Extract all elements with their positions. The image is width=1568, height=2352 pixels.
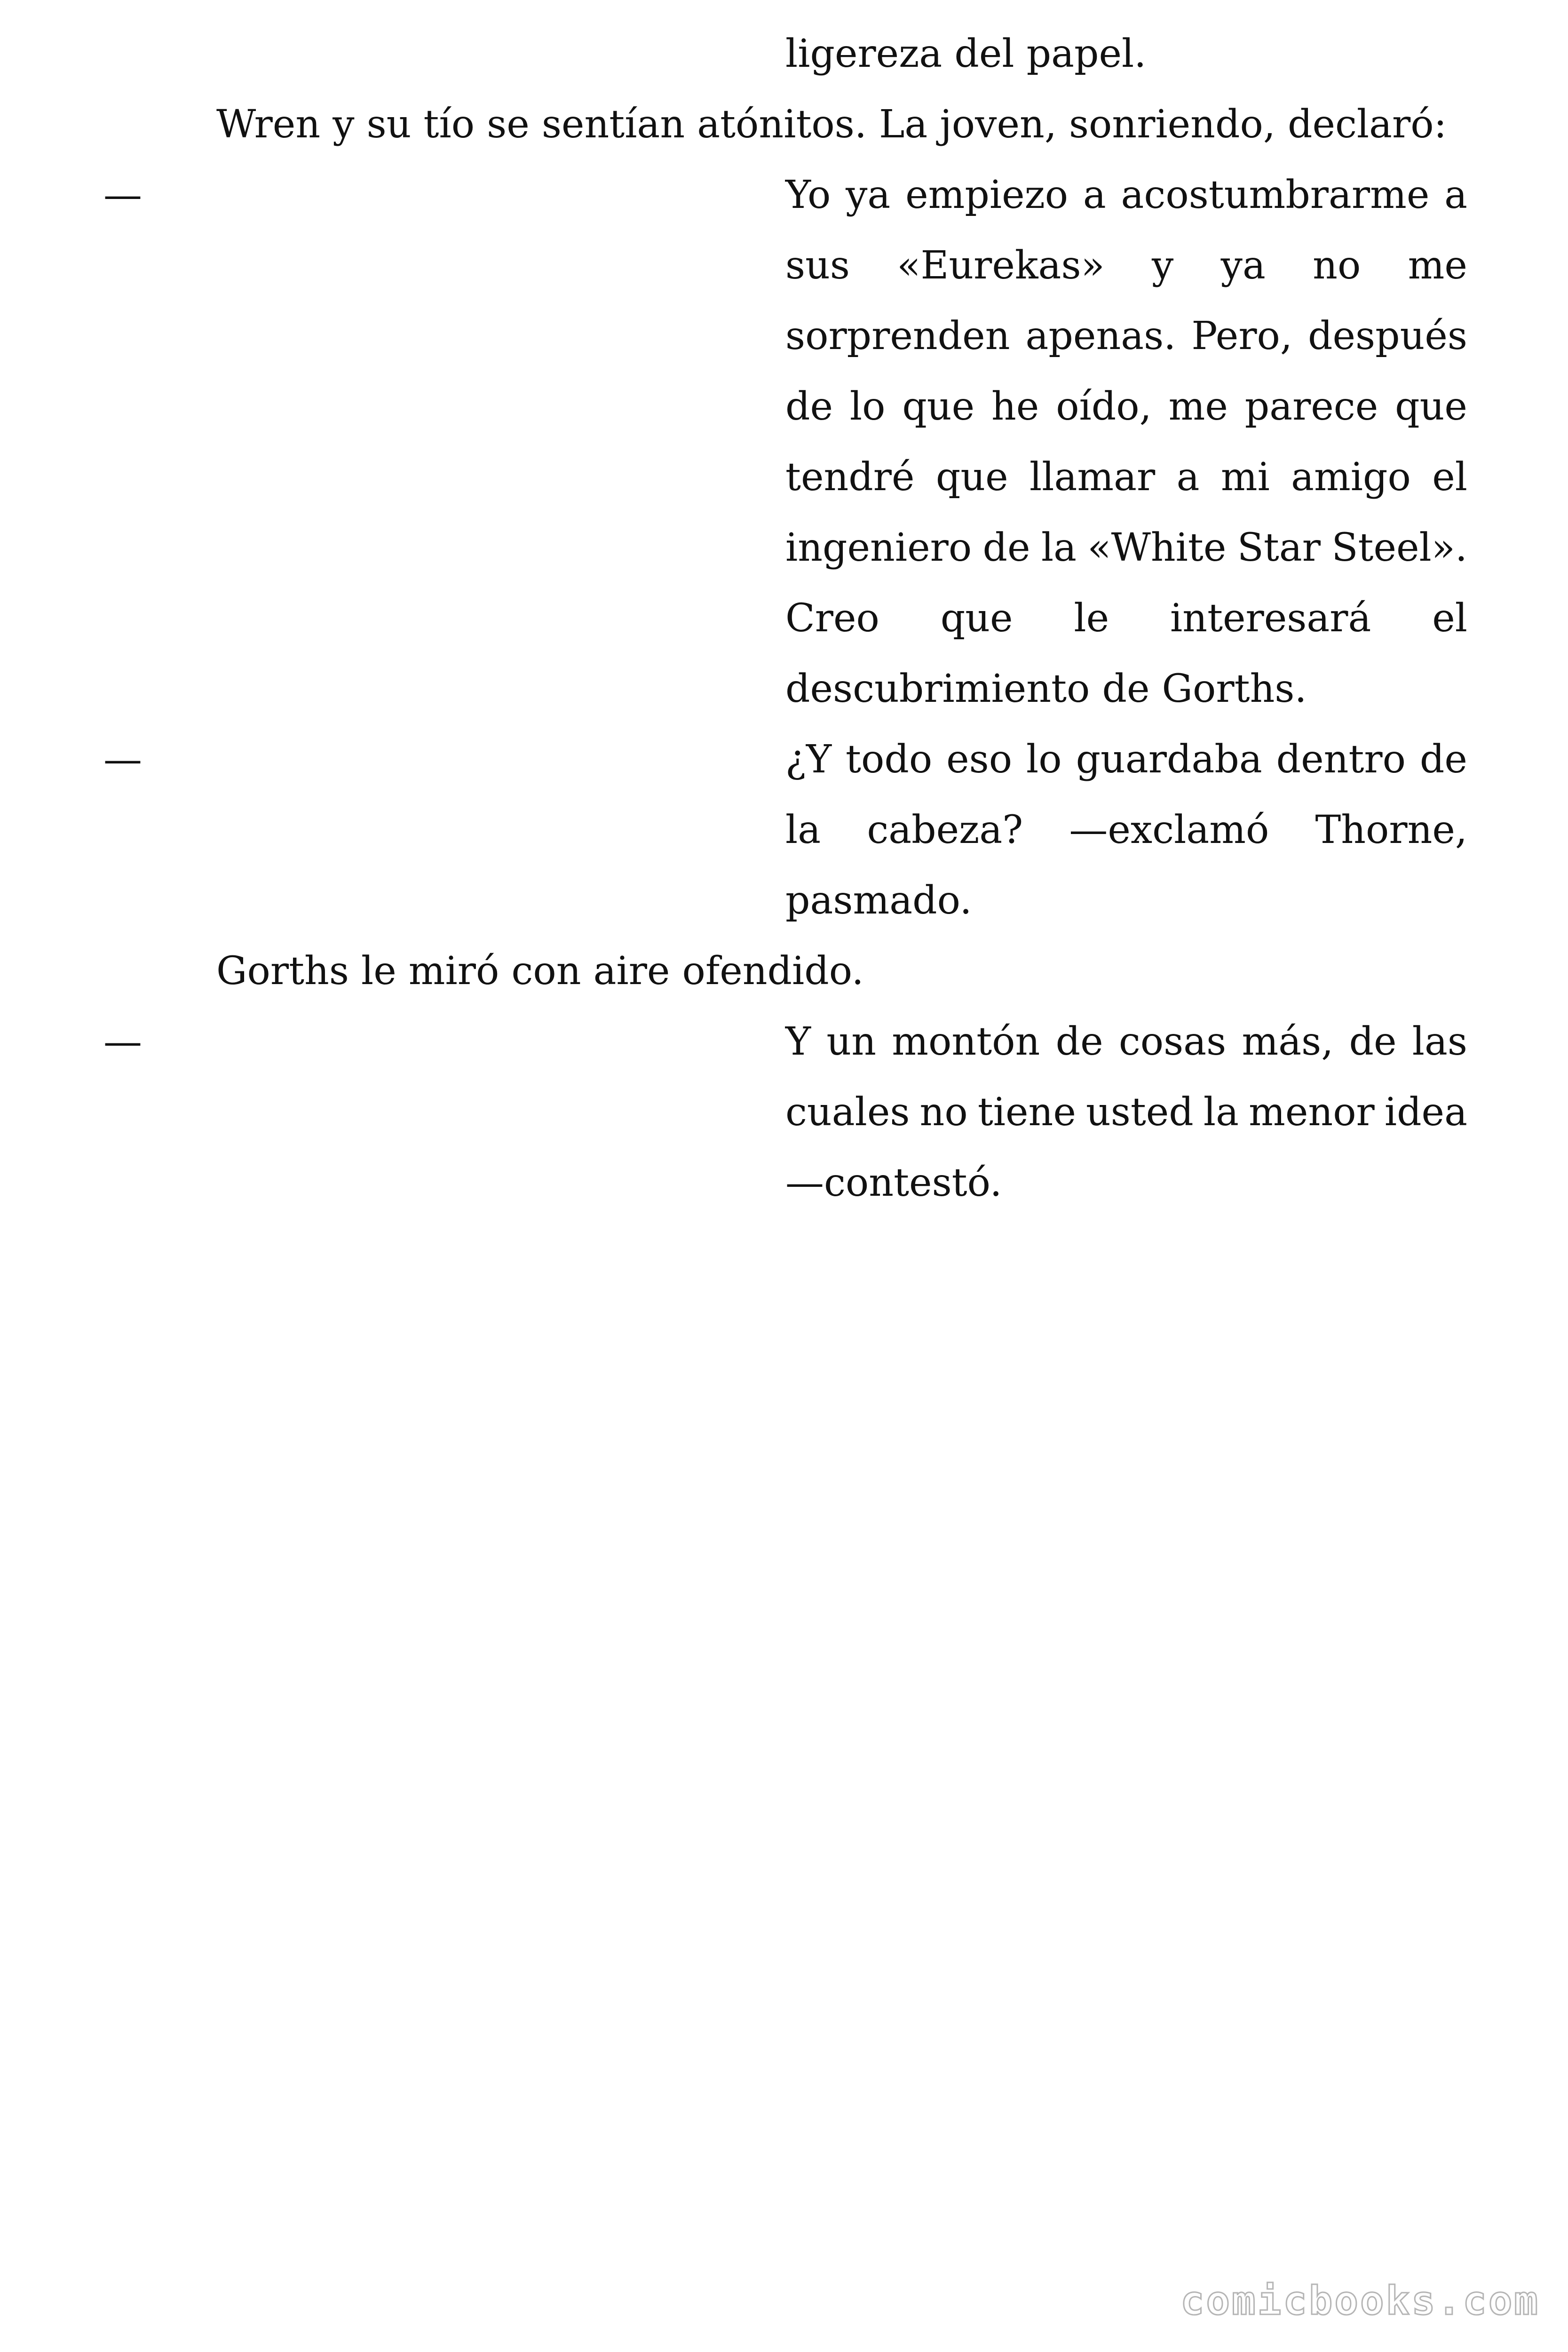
text-line: Y un montón de cosas más, de las xyxy=(785,1019,1467,1064)
text-line: de lo que he oído, me parece que xyxy=(785,384,1467,429)
dialogue-dash: — xyxy=(103,737,142,782)
narrative-paragraph: Wren y su tío se sentían atónitos. La joven, sonriendo, declaró: xyxy=(216,102,1447,147)
text-line: cuales no tiene usted la menor idea xyxy=(785,1090,1467,1135)
continuation-block xyxy=(785,19,1467,89)
dialogue-block xyxy=(785,160,1467,724)
text-line: tendré que llamar a mi amigo el xyxy=(785,455,1467,500)
text-line: descubrimiento de Gorths. xyxy=(785,667,1307,711)
dialogue-block xyxy=(785,1007,1467,1218)
text-line: ingeniero de la «White Star Steel». xyxy=(785,525,1467,570)
narrative-paragraph: Gorths le miró con aire ofendido. xyxy=(216,949,864,993)
dialogue-dash: — xyxy=(103,173,142,217)
text-line: ligereza del papel. xyxy=(785,32,1147,76)
text-line: sorprenden apenas. Pero, después xyxy=(785,314,1467,358)
dialogue-dash: — xyxy=(103,1019,142,1064)
text-line: —contestó. xyxy=(785,1160,1002,1205)
text-line: ¿Y todo eso lo guardaba dentro de xyxy=(785,737,1467,782)
watermark-logo: comicbooks.com xyxy=(1180,2278,1540,2324)
text-line: sus «Eurekas» y ya no me xyxy=(785,243,1467,288)
text-line: Creo que le interesará el xyxy=(785,596,1467,641)
dialogue-block xyxy=(785,724,1467,936)
text-line: pasmado. xyxy=(785,878,972,923)
text-line: Yo ya empiezo a acostumbrarme a xyxy=(785,173,1467,217)
text-line: la cabeza? —exclamó Thorne, xyxy=(785,808,1467,852)
